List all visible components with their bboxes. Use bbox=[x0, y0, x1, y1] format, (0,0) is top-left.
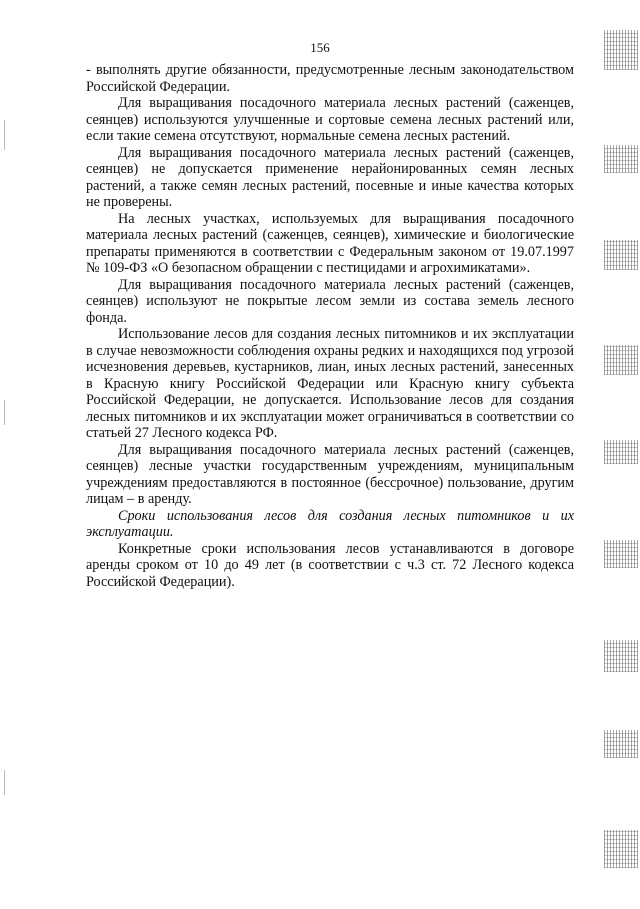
paragraph: Использование лесов для создания лесных питомников и их эксплуатации в случае невозможности соблюдения охраны редких и находящихся под угрозой исчезновения деревьев, кустарников, лиан, иных лесных растений, занесенных в Красную книгу Российской Федерации или Красную книгу субъекта Российской Федерации, не допускается. Использование лесов для создания лесных питомников и их эксплуатации может ограничиваться в соответствии со статьей 27 Лесного кодекса РФ. bbox=[86, 326, 574, 441]
section-heading: Сроки использования лесов для создания лесных питомников и их эксплуатации. bbox=[86, 507, 574, 540]
paragraph: Конкретные сроки использования лесов устанавливаются в договоре аренды сроком от 10 до 49 лет (в соответствии с ч.3 ст. 72 Лесного кодекса Российской Федерации). bbox=[86, 540, 574, 590]
scan-artifact bbox=[604, 240, 638, 270]
paragraph: - выполнять другие обязанности, предусмотренные лесным законодательством Российской Федерации. bbox=[86, 62, 574, 95]
document-body bbox=[86, 62, 574, 590]
scan-edge-line bbox=[4, 120, 5, 150]
scan-artifact bbox=[604, 440, 638, 464]
scan-artifact bbox=[604, 830, 638, 868]
paragraph: Для выращивания посадочного материала лесных растений (саженцев, сеянцев) лесные участки государственным учреждениям, муниципальным учреждениям предоставляются в постоянное (бессрочное) пользование, другим лицам – в аренду. bbox=[86, 441, 574, 507]
paragraph: На лесных участках, используемых для выращивания посадочного материала лесных растений (саженцев, сеянцев), химические и биологические препараты применяются в соответствии с Федеральным законом от 19.07.1997 № 109-ФЗ «О безопасном обращении с пестицидами и агрохимикатами». bbox=[86, 210, 574, 276]
paragraph: Для выращивания посадочного материала лесных растений (саженцев, сеянцев) используются улучшенные и сортовые семена лесных растений или, если такие семена отсутствуют, нормальные семена лесных растений. bbox=[86, 95, 574, 144]
paragraph: Для выращивания посадочного материала лесных растений (саженцев, сеянцев) не допускается применение нерайонированных семян лесных растений, а также семян лесных растений, посевные и иные качества которых не проверены. bbox=[86, 144, 574, 210]
scan-artifact bbox=[604, 345, 638, 375]
page-number: 156 bbox=[310, 40, 330, 55]
scan-artifact bbox=[604, 730, 638, 758]
scan-edge-line bbox=[4, 770, 5, 795]
paragraph: Для выращивания посадочного материала лесных растений (саженцев, сеянцев) используют не покрытые лесом земли из состава земель лесного фонда. bbox=[86, 276, 574, 326]
scan-artifact bbox=[604, 30, 638, 70]
scan-artifact bbox=[604, 145, 638, 173]
scan-edge-line bbox=[4, 400, 5, 425]
scan-artifact bbox=[604, 540, 638, 568]
scan-artifact bbox=[604, 640, 638, 672]
